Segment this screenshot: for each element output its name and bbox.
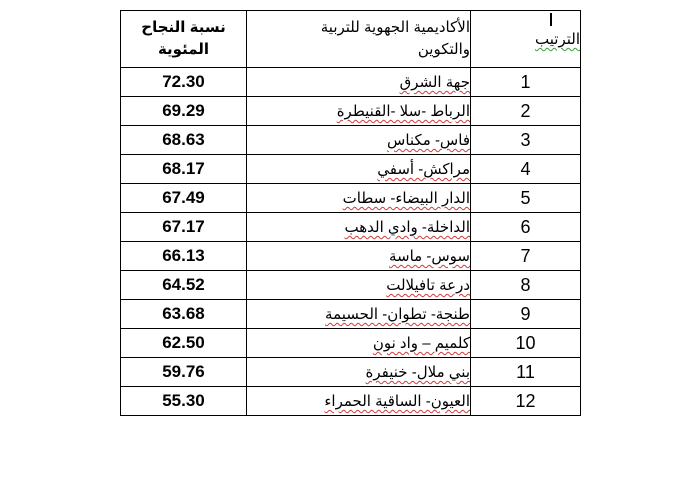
table-row	[121, 213, 581, 242]
table-header-row	[121, 11, 581, 68]
table-row	[121, 242, 581, 271]
cell-rank: 10	[471, 329, 581, 358]
cell-academy	[247, 184, 471, 213]
cell-rank: 2	[471, 97, 581, 126]
table-body	[121, 68, 581, 416]
cell-rank: 1	[471, 68, 581, 97]
header-percentage-line1: نسبة النجاح	[141, 19, 226, 36]
header-percentage	[121, 11, 247, 68]
table-row	[121, 155, 581, 184]
cell-percentage: 66.13	[121, 242, 247, 271]
cell-academy	[247, 213, 471, 242]
cell-percentage: 59.76	[121, 358, 247, 387]
cell-percentage: 63.68	[121, 300, 247, 329]
header-academy	[247, 11, 471, 68]
cell-percentage: 64.52	[121, 271, 247, 300]
cell-academy-text: سوس- ماسة	[388, 248, 470, 265]
cell-academy-text: الدار البيضاء- سطات	[342, 190, 470, 207]
cell-percentage: 69.29	[121, 97, 247, 126]
table-row	[121, 358, 581, 387]
cell-academy	[247, 358, 471, 387]
cell-academy	[247, 242, 471, 271]
header-percentage-line2: المئوية	[157, 41, 210, 58]
cell-percentage: 55.30	[121, 387, 247, 416]
table-row	[121, 68, 581, 97]
cell-academy-text: بني ملال- خنيفرة	[365, 364, 470, 381]
cell-percentage: 68.63	[121, 126, 247, 155]
cell-academy	[247, 97, 471, 126]
cell-percentage: 67.49	[121, 184, 247, 213]
cell-academy	[247, 68, 471, 97]
cell-academy-text: كلميم – واد نون	[372, 335, 470, 352]
cell-academy	[247, 300, 471, 329]
cell-rank: 7	[471, 242, 581, 271]
cell-academy-text: جهة الشرق	[399, 74, 470, 91]
table-row	[121, 300, 581, 329]
header-academy-line2: والتكوين	[417, 41, 470, 58]
cell-rank: 4	[471, 155, 581, 184]
cell-academy-text: مراكش- أسفي	[377, 161, 470, 178]
cell-rank: 8	[471, 271, 581, 300]
cell-academy-text: درعة تافيلالت	[386, 277, 470, 294]
table-row	[121, 126, 581, 155]
header-rank	[471, 11, 581, 68]
table-row	[121, 97, 581, 126]
cell-percentage: 72.30	[121, 68, 247, 97]
cell-academy-text: العيون- الساقية الحمراء	[324, 393, 470, 410]
cell-academy-text: طنجة- تطوان- الحسيمة	[325, 306, 470, 323]
table-row	[121, 329, 581, 358]
cell-rank: 3	[471, 126, 581, 155]
cell-rank: 11	[471, 358, 581, 387]
cell-percentage: 67.17	[121, 213, 247, 242]
cell-academy	[247, 387, 471, 416]
cell-academy	[247, 155, 471, 184]
results-table	[120, 10, 581, 416]
table-row	[121, 184, 581, 213]
cell-rank: 9	[471, 300, 581, 329]
cell-percentage: 68.17	[121, 155, 247, 184]
table-row	[121, 271, 581, 300]
cell-rank: 12	[471, 387, 581, 416]
cell-academy	[247, 271, 471, 300]
cell-rank: 6	[471, 213, 581, 242]
cell-academy	[247, 126, 471, 155]
cell-academy-text: فاس- مكناس	[387, 132, 470, 149]
cell-academy-text: الداخلة- وادي الدهب	[344, 219, 470, 236]
table-row	[121, 387, 581, 416]
cell-academy	[247, 329, 471, 358]
header-academy-line1: الأكاديمية الجهوية للتربية	[320, 19, 470, 36]
cell-rank: 5	[471, 184, 581, 213]
cell-percentage: 62.50	[121, 329, 247, 358]
header-rank-label: الترتيب	[535, 31, 580, 48]
cell-academy-text: الرباط -سلا -القنيطرة	[336, 103, 470, 120]
